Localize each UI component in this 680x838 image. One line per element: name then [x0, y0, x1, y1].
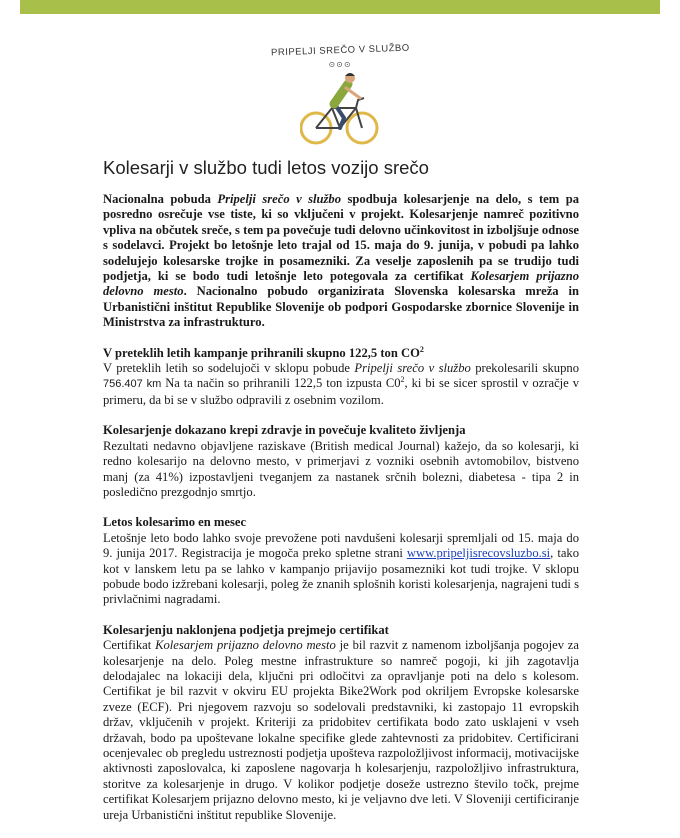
section-co2-heading-sup: 2 [419, 344, 424, 354]
s1-distance: 756.407 km [103, 378, 162, 391]
section-co2-heading [103, 346, 579, 361]
section-health-text: Rezultati nedavno objavljene raziskave (British medical Journal) kažejo, da so kolesarji, ki redno kolesarijo na delovno mesto, v primerjavi z vozniki osebnih avtomobilov, bistveno manj (za 41%) izpostavljeni tveganjem za nastanek srčnih bolezni, diabetesa - tipa 2 in posledično prezgodnjo smrtjo. [103, 438, 579, 499]
section-co2-heading-text: V preteklih letih kampanje prihranili skupno 122,5 ton CO [103, 345, 420, 360]
intro-text-2: spodbuja kolesarjenje na delo, s tem pa posredno osrečuje vse tiste, ki so vključeni v projekt. Kolesarjenje namreč pozitivno vpliva na občutek sreče, s tem pa povečuje tudi delovno učinkovitost in izboljšuje odnose s sodelavci. Projekt bo letošnje leto trajal od 15. maja do 9. junija, v pobudi pa lahko sodelujejo kolesarske trojke in posamezniki. Za veselje zaposlenih pa se trudijo tudi podjetja, ki se bodo tudi letošnje leto potegovala za certifikat [103, 192, 579, 284]
s1-text-1: V preteklih letih so sodelujoči v sklopu pobude [103, 361, 355, 376]
section-month [103, 515, 579, 607]
logo-text: PRIPELJI SREČO V SLUŽBO [270, 42, 410, 59]
section-certificate [103, 623, 579, 823]
s3-text-2: , tako kot v lanskem letu pa se lahko v kampanjo prijavijo posamezniki kot tudi trojke. V sklopu pobude bodo izžrebani kolesarji, poleg že znanih splošnih koristi kolesarjenja, nagrajeni tudi s privlačnimi nagradami. [103, 546, 579, 607]
page-title: Kolesarji v službo tudi letos vozijo srečo [103, 157, 429, 178]
top-accent-bar [20, 0, 660, 14]
s1-text-2: prekolesarili skupno [470, 361, 579, 376]
intro-text-3: . Nacionalno pobudo organizirata Slovenska kolesarska mreža in Urbanistični inštitut Republike Slovenije ob podpori Gospodarske zbornice Slovenije in Ministrstva za infrastrukturo. [103, 284, 579, 330]
intro-text-1: Nacionalna pobuda [103, 192, 218, 206]
s1-emphasis: Pripelji srečo v službo [354, 361, 471, 376]
section-co2 [103, 346, 579, 409]
s4-text-2: je bil razvit z namenom izboljšanja pogojev za kolesarjenje na delo. Poleg mestne infrastrukture so namreč pogoji, ki jih zagotavlja delodajalec na lokaciji dela, ključni pri odločitvi za opravljanje poti na delo s kolesom. Certifikat je bil razvit v okviru EU projekta Bike2Work pod okriljem Evropske kolesarske zveze (ECF). Pri njegovem razvoju so sodelovali predstavniki, ki zastopajo 11 evropskih držav, vključenih v projekt. Kriteriji za pridobitev certifikata bodo zato usklajeni v vseh državah, bodo pa upoštevane lokalne specifike glede zahtevnosti za pridobitev. Certificirani ocenjevalec ob pregledu ustreznosti podjetja upošteva razpoložljivost informacij, motivacijske aktivnosti zaposlovalca, ki zaposlene nagovarja h kolesarjenju, razpoložljivo infrastruktura, storitve za kolesarjenje in drugo. V kolikor podjetje doseže ustrezno število točk, prejme certifikat Kolesarjem prijazno delovno mesto, ki je veljavno dve leti. V Sloveniji certificiranje ureja Urbanistični inštitut republike Slovenije. [103, 638, 579, 822]
section-month-heading: Letos kolesarimo en mesec [103, 515, 247, 530]
logo-decoration: ⊙⊙⊙ [328, 60, 352, 69]
section-health [103, 423, 579, 500]
s1-text-3: Na ta način so prihranili 122,5 ton izpusta C0 [161, 376, 401, 391]
intro-emphasis-1: Pripelji srečo v službo [217, 192, 342, 206]
s4-emphasis: Kolesarjem prijazno delovno mesto [155, 638, 336, 653]
section-certificate-text [103, 638, 579, 823]
campaign-logo [0, 40, 680, 69]
intro-paragraph [103, 192, 579, 331]
section-certificate-heading: Kolesarjenju naklonjena podjetja prejmejo certifikat [103, 622, 389, 637]
cyclist-illustration [300, 72, 380, 148]
s1-text-4: , ki bi se sicer sprostil v ozračje v primeru, da bi se v službo odpravili z osebnim vozilom. [103, 376, 579, 407]
section-month-text [103, 531, 579, 608]
s1-sup: 2 [400, 375, 405, 385]
s3-text-1: Letošnje leto bodo lahko svoje prevožene poti navdušeni kolesarji spremljali od 15. maja do 9. junija 2017. Registracija je mogoča preko spletne strani [103, 530, 579, 561]
section-health-heading: Kolesarjenje dokazano krepi zdravje in povečuje kvaliteto življenja [103, 423, 466, 438]
intro-emphasis-2: Kolesarjem prijazno delovno mesto [103, 269, 579, 299]
article [103, 157, 579, 838]
section-co2-text [103, 361, 579, 408]
registration-link[interactable]: www.pripeljisrecovsluzbo.si [406, 546, 551, 561]
s4-text-1: Certifikat [103, 638, 156, 653]
